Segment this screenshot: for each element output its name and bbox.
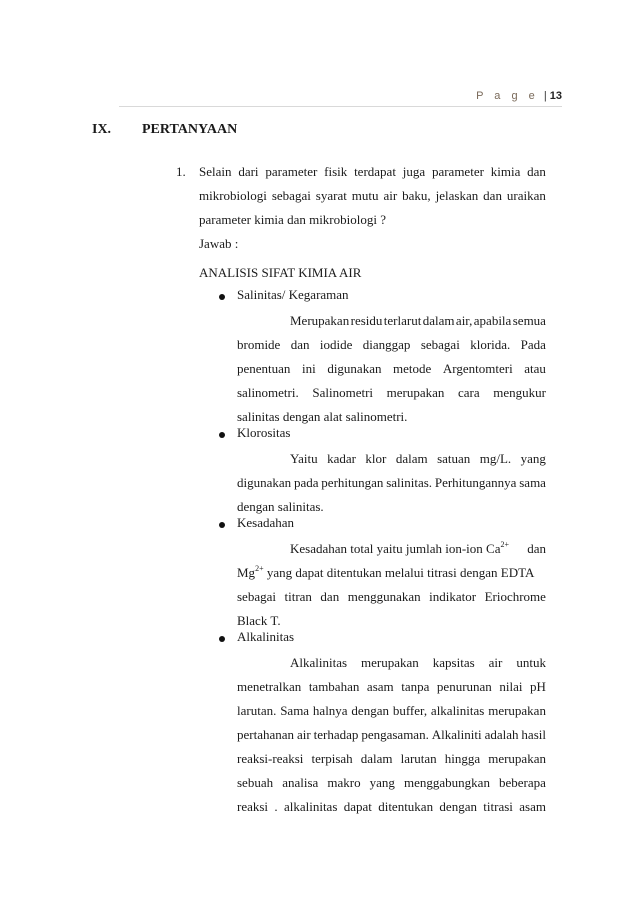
word: dalam [395,451,428,466]
word: Sama [280,703,310,718]
word: adalah [484,727,519,742]
word: uraikan [506,188,546,203]
word: pH [530,679,546,694]
word: digunakan [327,361,382,376]
word: residu [350,313,383,328]
item-title: Salinitas/ Kegaraman [237,287,349,302]
section-heading [92,122,237,138]
word: alkalinitas [283,799,338,814]
section-number: IX. [92,122,112,137]
page-header [476,90,562,102]
word: Merupakan [290,313,350,328]
word: cara [458,385,480,400]
item-line [290,451,546,467]
word: metode [393,361,432,376]
word: parameter [265,164,318,179]
item-line: salinitas dengan alat salinometri. [237,409,408,424]
word: mg/L. [479,451,512,466]
word: analisa [282,775,319,790]
item-line [237,361,546,377]
word: air, [455,313,473,328]
item-text: dan [527,541,546,556]
item-line [290,313,546,329]
word: beberapa [499,775,546,790]
word: Pada [520,337,546,352]
item-line [237,565,546,581]
item-line [237,589,546,605]
word: dari [238,164,259,179]
word: Selain [199,164,232,179]
item-line [237,751,546,767]
word: pertahanan [237,727,295,742]
question-line [199,164,546,180]
word: kapsitas [432,655,475,670]
word: menggunakan [347,589,421,604]
word: klor [365,451,387,466]
word: merupakan [488,703,546,718]
word: dianggap [362,337,411,352]
page-separator: | [543,90,547,102]
word: dalam [422,313,455,328]
word: sebuah [237,775,274,790]
word: dalam [360,751,393,766]
word: Yaitu [290,451,318,466]
question-number: 1. [176,164,186,179]
header-divider [119,106,562,107]
word: menggabungkan [404,775,490,790]
word: reaksi-reaksi [237,751,304,766]
word: hasil [521,727,546,742]
question-line: parameter kimia dan mikrobiologi ? [199,212,386,227]
word: kimia [490,164,521,179]
word: pada [293,475,319,490]
word: semua [512,313,546,328]
word: digunakan [237,475,292,490]
item-title: Klorositas [237,425,291,440]
item-text: Mg [237,565,256,580]
word: mutu [351,188,379,203]
word: . [274,799,278,814]
word: merupakan [361,655,419,670]
word: Salinometri [312,385,374,400]
word: dengan [439,799,477,814]
word: sama [519,475,546,490]
word: atau [524,361,546,376]
word: hingga [444,751,481,766]
word: pengasaman. [361,727,429,742]
word: tambahan [308,679,360,694]
item-text: Kesadahan total yaitu jumlah ion-ion Ca [290,541,501,556]
word: dan [320,589,340,604]
item-line [290,541,546,557]
word: indikator [429,589,477,604]
word: apabila [473,313,512,328]
word: buffer, [392,703,428,718]
subheading: ANALISIS SIFAT KIMIA AIR [199,265,362,280]
item-line: Black T. [237,613,281,628]
item-line [237,337,546,353]
word: salinitas. [386,475,433,490]
word: terdapat [354,164,396,179]
word: Argentomteri [442,361,513,376]
word: klorida. [470,337,511,352]
word: mikrobiologi [199,188,267,203]
bullet-icon [219,432,225,438]
word: mengukur [493,385,546,400]
word: yang [520,451,546,466]
item-line [237,703,546,719]
word: juga [402,164,426,179]
word: terhadap [313,727,359,742]
word: untuk [516,655,546,670]
word: tanpa [401,679,430,694]
word: titrasi [483,799,513,814]
item-line [237,385,546,401]
word: iodide [319,337,353,352]
word: makro [327,775,361,790]
bullet-icon [219,294,225,300]
word: syarat [315,188,347,203]
word: terpisah [311,751,353,766]
item-line [237,727,546,743]
word: ditentukan [378,799,434,814]
word: air [383,188,398,203]
item-line [237,679,546,695]
word: ini [302,361,316,376]
item-line [290,655,546,671]
word: air [296,727,311,742]
word: nilai [499,679,523,694]
word: merupakan [386,385,445,400]
section-title: PERTANYAAN [142,122,238,137]
bullet-icon [219,522,225,528]
item-line: dengan salinitas. [237,499,324,514]
page-number: 13 [549,90,562,102]
word: jelaskan [435,188,479,203]
word: larutan [400,751,437,766]
word: Alkaliniti [431,727,482,742]
word: fisik [324,164,348,179]
word: kadar [327,451,356,466]
item-line [237,799,546,815]
word: alkalinitas [430,703,485,718]
word: dan [483,188,502,203]
superscript: 2+ [255,564,264,573]
item-title: Kesadahan [237,515,295,530]
item-line [237,775,546,791]
item-title: Alkalinitas [237,629,295,644]
word: sebagai [237,589,276,604]
bullet-icon [219,636,225,642]
answer-label: Jawab : [199,236,239,251]
word: dan [290,337,310,352]
word: dengan [351,703,389,718]
superscript: 2+ [500,540,509,549]
word: Perhitungannya [434,475,517,490]
word: menetralkan [237,679,302,694]
word: perhitungan [321,475,384,490]
word: parameter [431,164,484,179]
item-text: yang dapat ditentukan melalui titrasi dengan EDTA [263,565,535,580]
word: titran [284,589,312,604]
word: reaksi [237,799,269,814]
word: dan [527,164,546,179]
word: penurunan [436,679,492,694]
word: sebagai [271,188,311,203]
word: penentuan [237,361,291,376]
item-line [237,475,546,491]
word: satuan [437,451,471,466]
word: yang [369,775,395,790]
word: dapat [343,799,372,814]
question-line [199,188,546,204]
word: terlarut [383,313,422,328]
word: halnya [312,703,348,718]
word: larutan. [237,703,277,718]
word: asam [519,799,546,814]
word: salinometri. [237,385,299,400]
word: Alkalinitas [290,655,348,670]
page-label: P a g e [476,90,539,102]
word: asam [366,679,394,694]
word: air [488,655,503,670]
word: Eriochrome [484,589,546,604]
word: bromide [237,337,281,352]
word: baku, [402,188,431,203]
word: merupakan [488,751,546,766]
word: sebagai [420,337,460,352]
